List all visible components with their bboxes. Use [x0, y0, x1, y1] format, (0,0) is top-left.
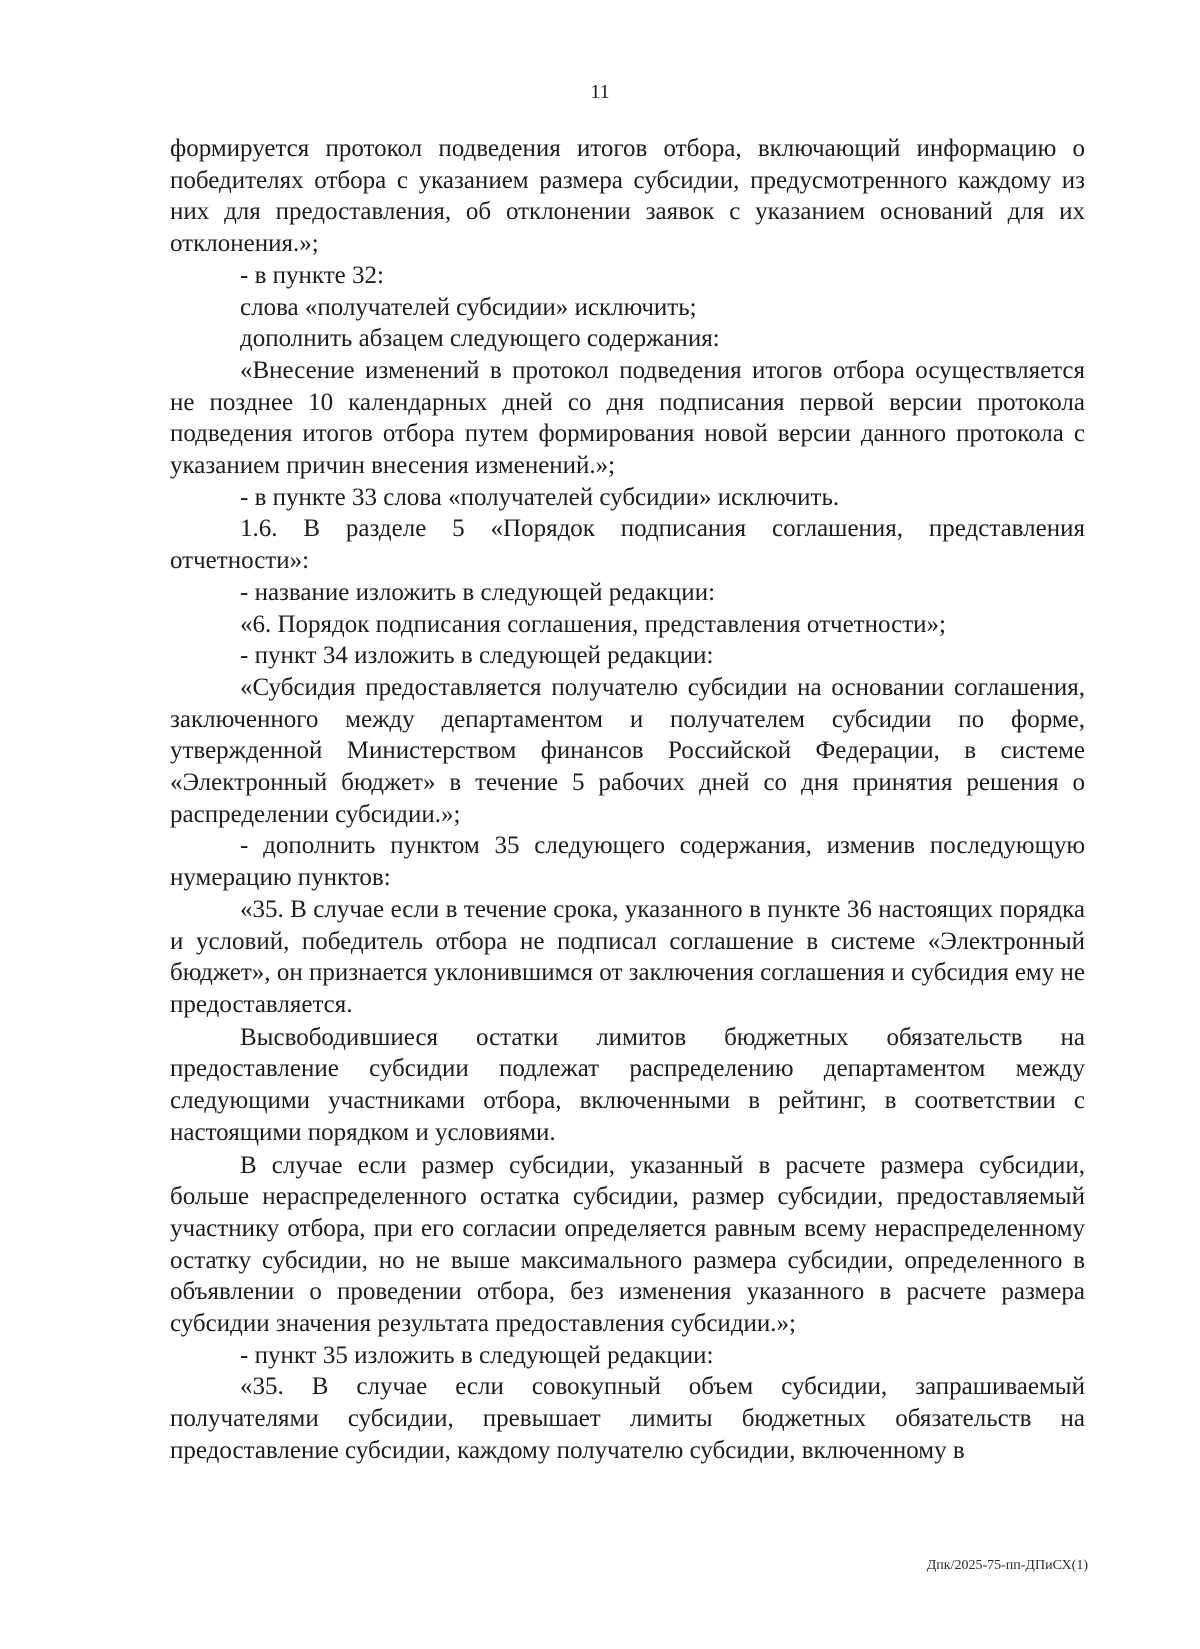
paragraph-remaining-limits: Высвободившиеся остатки лимитов бюджетных обязательств на предоставление субсидии подлежат распределению департаментом между следующими участниками отбора, включенными в рейтинг, в соответствии с настоящими порядком и условиями. [170, 1023, 1085, 1146]
paragraph-point-35-edit: - пункт 35 изложить в следующей редакции: [240, 1341, 714, 1369]
paragraph-protocol-changes: «Внесение изменений в протокол подведения итогов отбора осуществляется не позднее 10 календарных дней со дня подписания первой версии протокола подведения итогов отбора путем формирования новой версии данного протокола с указанием причин внесения изменений.»; [170, 356, 1085, 480]
paragraph-point-33: - в пункте 33 слова «получателей субсидии» исключить. [240, 483, 840, 511]
paragraph-subsidy-size: В случае если размер субсидии, указанный в расчете размера субсидии, больше нераспределенного остатка субсидии, размер субсидии, предоставляемый участнику отбора, при его согласии определяется равным всему нераспределенному остатку субсидии, но не выше максимального размера субсидии, определенного в объявлении о проведении отбора, без изменения указанного в расчете размера субсидии значения результата предоставления субсидии.»; [170, 1151, 1085, 1338]
paragraph-new-title: «6. Порядок подписания соглашения, представления отчетности»; [240, 610, 946, 638]
paragraph-point-35-total: «35. В случае если совокупный объем субсидии, запрашиваемый получателями субсидии, превышает лимиты бюджетных обязательств на предоставление субсидии, каждому получателю субсидии, включенному в [170, 1373, 1085, 1464]
paragraph-point-32: - в пункте 32: [240, 261, 384, 289]
paragraph-continuation: формируется протокол подведения итогов отбора, включающий информацию о победителях отбора с указанием размера субсидии, предусмотренного каждому из них для предоставления, об отклонении заявок с указанием оснований для их отклонения.»; [170, 135, 1085, 258]
paragraph-title-edit: - название изложить в следующей редакции: [240, 578, 716, 606]
paragraph-add-abzac: дополнить абзацем следующего содержания: [240, 325, 720, 353]
document-code: Дпк/2025-75-пп-ДПиСХ(1) [926, 1558, 1088, 1573]
paragraph-point-34: - пункт 34 изложить в следующей редакции: [240, 642, 714, 670]
paragraph-add-point-35: - дополнить пунктом 35 следующего содержания, изменив последующую нумерацию пунктов: [170, 832, 1085, 892]
paragraph-words-exclude: слова «получателей субсидии» исключить; [240, 293, 697, 321]
paragraph-subsidy-agreement: «Субсидия предоставляется получателю субсидии на основании соглашения, заключенного между департаментом и получателем субсидии по форме, утвержденной Министерством финансов Российской Федерации, в системе «Электронный бюджет» в течение 5 рабочих дней со дня принятия решения о распределении субсидии.»; [170, 673, 1085, 828]
paragraph-section-1-6: 1.6. В разделе 5 «Порядок подписания соглашения, представления отчетности»: [170, 515, 1085, 575]
paragraph-point-35-evasion: «35. В случае если в течение срока, указанного в пункте 36 настоящих порядка и условий, победитель отбора не подписал соглашение в системе «Электронный бюджет», он признается уклонившимся от заключения соглашения и субсидия ему не предоставляется. [170, 895, 1085, 1018]
document-body [170, 133, 1085, 1467]
page-number: 11 [590, 81, 610, 103]
